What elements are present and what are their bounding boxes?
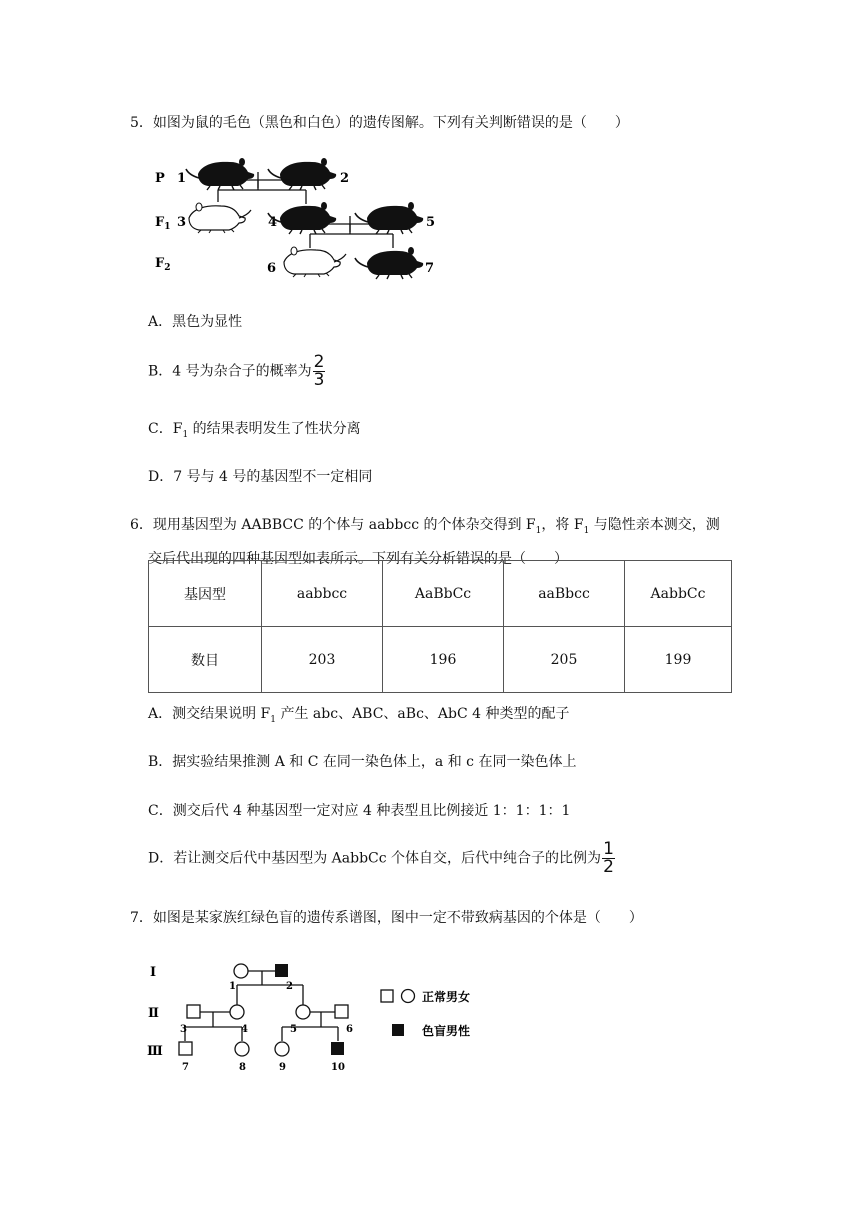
legend-male-affected-icon (392, 1024, 404, 1036)
gen-label-f2: $F_2$ (155, 256, 171, 273)
individual-4-female-normal (230, 1005, 244, 1019)
fraction-one-half: $\frac{1}{2}$ (603, 839, 614, 877)
table-cell: 196 (383, 627, 504, 693)
table-cell: aaBbcc (504, 561, 625, 627)
individual-3-male-normal (187, 1005, 200, 1018)
individual-number-6: 6 (346, 1024, 353, 1035)
mouse-number-2: 2 (340, 171, 350, 186)
mouse-number-3: 3 (177, 215, 187, 230)
legend-affected-label: 色盲男性 (422, 1024, 471, 1038)
q6-option-a: A．测交结果说明 $F_1$ 产生 abc、ABC、aBc、AbC 4 种类型的配子 (148, 706, 570, 725)
individual-number-8: 8 (239, 1062, 246, 1073)
mouse-2-black (268, 158, 336, 190)
table-cell: 数目 (149, 627, 262, 693)
individual-number-1: 1 (229, 981, 236, 992)
q5-option-d: D．7 号与 4 号的基因型不一定相同 (148, 469, 373, 485)
individual-number-10: 10 (331, 1062, 345, 1073)
color-blind-pedigree (145, 955, 490, 1080)
individual-6-male-normal (335, 1005, 348, 1018)
q7-stem: 7．如图是某家族红绿色盲的遗传系谱图，图中一定不带致病基因的个体是（ ） (130, 910, 643, 926)
table-cell: AabbCc (625, 561, 732, 627)
mouse-1-black (186, 158, 254, 190)
table-cell: 基因型 (149, 561, 262, 627)
individual-number-2: 2 (286, 981, 293, 992)
mouse-number-1: 1 (177, 171, 187, 186)
individual-number-3: 3 (180, 1024, 187, 1035)
individual-9-female-normal (275, 1042, 289, 1056)
legend-normal-label: 正常男女 (422, 990, 471, 1004)
individual-number-9: 9 (279, 1062, 286, 1073)
q6-stem-line1: 6．现用基因型为 AABBCC 的个体与 aabbcc 的个体杂交得到 $F_1$，将 $F_1$ 与隐性亲本测交，测 (130, 517, 720, 536)
mouse-number-6: 6 (267, 261, 277, 276)
table-cell: AaBbCc (383, 561, 504, 627)
genotype-table (148, 560, 732, 693)
q6-option-b: B．据实验结果推测 A 和 C 在同一染色体上，a 和 c 在同一染色体上 (148, 754, 577, 770)
table-cell: 199 (625, 627, 732, 693)
table-row (149, 627, 732, 693)
legend-male-normal-icon (381, 990, 393, 1002)
gen-label-ii: Ⅱ (148, 1006, 159, 1021)
table-header-row (149, 561, 732, 627)
legend-female-normal-icon (402, 990, 415, 1003)
mouse-number-5: 5 (426, 215, 436, 230)
gen-label-p: P (155, 171, 165, 186)
fraction-two-thirds: $\frac{2}{3}$ (313, 352, 325, 390)
table-cell: 205 (504, 627, 625, 693)
q5-option-b: B．4 号为杂合子的概率为 $\frac{2}{3}$ (148, 352, 325, 390)
pedigree-connections (185, 971, 338, 1041)
mouse-4-black (268, 202, 336, 234)
gen-label-f1: $F_1$ (155, 215, 171, 232)
q5-option-a: A．黑色为显性 (148, 314, 243, 330)
mouse-7-black (355, 247, 423, 279)
individual-number-7: 7 (182, 1062, 189, 1073)
individual-1-female-normal (234, 964, 248, 978)
individual-number-5: 5 (290, 1024, 297, 1035)
individual-5-female-normal (296, 1005, 310, 1019)
individual-7-male-normal (179, 1042, 192, 1055)
q5-option-c: C．$F_1$ 的结果表明发生了性状分离 (148, 421, 361, 440)
q6-stem-line2: 交后代出现的四种基因型如表所示。下列有关分析错误的是（ ） (148, 551, 568, 567)
mouse-number-7: 7 (425, 261, 435, 276)
mouse-6-white (284, 247, 346, 277)
table-cell: 203 (262, 627, 383, 693)
mouse-5-black (355, 202, 423, 234)
individual-2-male-affected (275, 964, 288, 977)
q6-option-d: D．若让测交后代中基因型为 AabbCc 个体自交，后代中纯合子的比例为 $\frac{1}{2}$ (148, 839, 614, 877)
mouse-inheritance-figure (150, 150, 450, 285)
individual-number-4: 4 (241, 1024, 248, 1035)
table-cell: aabbcc (262, 561, 383, 627)
individual-8-female-normal (235, 1042, 249, 1056)
mouse-number-4: 4 (268, 215, 278, 230)
q6-option-c: C．测交后代 4 种基因型一定对应 4 种表型且比例接近 1：1：1：1 (148, 803, 571, 819)
q5-stem: 5．如图为鼠的毛色（黑色和白色）的遗传图解。下列有关判断错误的是（ ） (130, 115, 629, 131)
gen-label-i: I (150, 965, 157, 980)
gen-label-iii: Ⅲ (147, 1044, 163, 1059)
individual-10-male-affected (331, 1042, 344, 1055)
mouse-3-white (189, 203, 251, 233)
